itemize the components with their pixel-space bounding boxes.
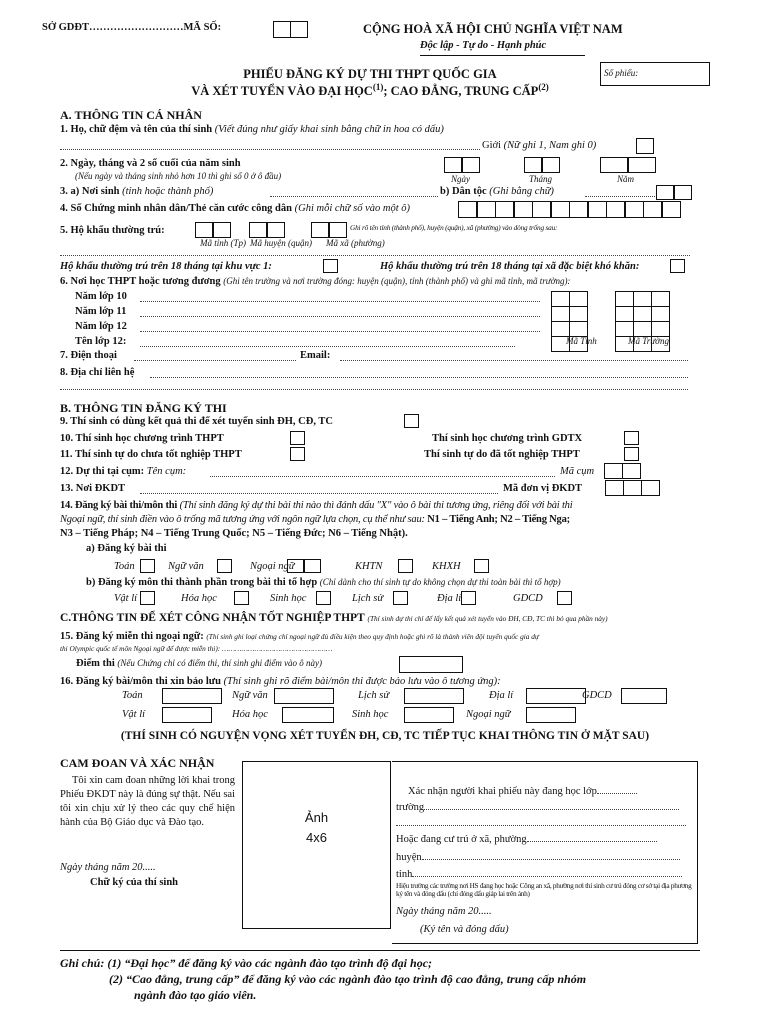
q13r-label: Mã đơn vị ĐKDT	[503, 483, 583, 494]
ethnicity-field[interactable]	[585, 188, 655, 197]
form-title-1: PHIẾU ĐĂNG KÝ DỰ THI THPT QUỐC GIA	[243, 67, 497, 81]
reserve-score-box[interactable]	[282, 707, 334, 723]
q10-box[interactable]	[290, 431, 305, 445]
kv1-label: Hộ khẩu thường trú trên 18 tháng tại khu vực 1:	[60, 261, 272, 272]
confirm-line2: trường	[396, 802, 679, 815]
exam-box[interactable]	[140, 559, 155, 573]
class12-label: Tên lớp 12:	[75, 336, 127, 347]
day-box-1[interactable]	[444, 157, 462, 173]
kv1-box[interactable]	[323, 259, 338, 273]
class12-field[interactable]	[140, 338, 515, 347]
photo-label: Ảnh	[304, 810, 329, 825]
id-digit-box[interactable]	[514, 201, 533, 218]
q10r-label: Thí sinh học chương trình GDTX	[432, 433, 583, 444]
commit-heading: CAM ĐOAN VÀ XÁC NHẬN	[60, 756, 215, 770]
q11r-box[interactable]	[624, 447, 639, 461]
year-box-2[interactable]	[628, 157, 656, 173]
confirm-date: Ngày tháng năm 20.....	[396, 906, 492, 917]
grade11-field[interactable]	[140, 308, 540, 317]
notes: Ghi chú: (1) “Đại học” để đăng ký vào các ngành đào tạo trình độ đại học;	[60, 956, 433, 970]
dbkk-box[interactable]	[670, 259, 685, 273]
grade12-field[interactable]	[140, 323, 540, 332]
reserve-label: Toán	[122, 690, 143, 701]
id-digit-box[interactable]	[477, 201, 496, 218]
province-code-box[interactable]	[569, 306, 588, 322]
school-code-box[interactable]	[651, 291, 670, 307]
q12r-label: Mã cụm	[560, 466, 595, 477]
school-code-box[interactable]	[633, 306, 652, 322]
nation-title: CỘNG HOÀ XÃ HỘI CHỦ NGHĨA VIỆT NAM	[363, 22, 623, 36]
confirm-line5: tỉnh	[396, 869, 682, 882]
confirm-dotline[interactable]	[396, 818, 686, 826]
school-code-box[interactable]	[615, 321, 634, 337]
address-field[interactable]	[150, 369, 688, 378]
exam-label: KHTN	[355, 561, 383, 572]
score-label: Điểm thi (Nếu Chứng chỉ có điểm thi, thí sinh ghi điểm vào ô này)	[76, 658, 323, 669]
reserve-label: Sinh học	[352, 709, 389, 720]
q8-label: 8. Địa chỉ liên hệ	[60, 367, 135, 378]
address-dotline[interactable]	[60, 250, 690, 256]
ethnicity-box-1[interactable]	[656, 185, 674, 200]
reserve-label: Ngữ văn	[232, 690, 268, 701]
q16-label: 16. Đăng ký bài/môn thi xin bảo lưu (Thí sinh ghi rõ điểm bài/môn thi được bảo lưu vào ô tương ứng):	[60, 676, 501, 687]
day-label: Ngày	[451, 174, 470, 184]
cluster-box-2[interactable]	[622, 463, 641, 479]
id-digit-box[interactable]	[606, 201, 625, 218]
province-code-box[interactable]	[551, 306, 570, 322]
reserve-label: Vật lí	[122, 709, 146, 720]
confirm-line3: Hoặc đang cư trú ở xã, phường	[396, 834, 657, 847]
reserve-label: GDCD	[582, 690, 612, 701]
confirm-sign: (Ký tên và đóng dấu)	[420, 924, 509, 935]
school-code-box[interactable]	[651, 321, 670, 337]
address-field-2[interactable]	[60, 382, 688, 390]
reserve-score-box[interactable]	[404, 688, 464, 704]
reserve-score-box[interactable]	[162, 688, 222, 704]
month-box-2[interactable]	[542, 157, 560, 173]
cluster-box-1[interactable]	[604, 463, 623, 479]
subject-label: Vật lí	[114, 593, 138, 604]
q11-label: 11. Thí sinh tự do chưa tốt nghiệp THPT	[60, 449, 242, 460]
confirm-note: Hiệu trưởng các trường nơi HS đang học hoặc Công an xã, phường nơi thí sinh cư trú đóng cơ sở tại địa phương ký tên và đóng dấu (chỉ đóng dấu giáp lai trên ảnh)	[396, 881, 692, 898]
id-digit-box[interactable]	[551, 201, 570, 218]
exam-box[interactable]	[398, 559, 413, 573]
province-box-2[interactable]	[213, 222, 231, 238]
reserve-label: Ngoại ngữ	[466, 709, 511, 720]
subject-label: Địa lí	[437, 593, 462, 604]
reserve-label: Lịch sử	[358, 690, 390, 701]
gender-box[interactable]	[636, 138, 654, 154]
code-box-2[interactable]	[290, 21, 308, 38]
q11-box[interactable]	[290, 447, 305, 461]
year-box-1[interactable]	[600, 157, 628, 173]
id-digit-box[interactable]	[643, 201, 662, 218]
q3b-label: b) Dân tộc (Ghi bằng chữ)	[440, 186, 554, 197]
subject-box[interactable]	[234, 591, 249, 605]
section-b-heading: B. THÔNG TIN ĐĂNG KÝ THI	[60, 401, 227, 415]
grade12-label: Năm lớp 12	[75, 321, 127, 332]
q15-line1: 15. Đăng ký miễn thi ngoại ngữ: (Thí sinh ghi loại chứng chỉ ngoại ngữ đủ điều kiện theo quy định hoặc ghi rõ là thành viên đội tuyển quốc gia dự	[60, 631, 539, 642]
subject-box[interactable]	[461, 591, 476, 605]
subject-label: Hóa học	[181, 593, 217, 604]
exam-label: Ngoại ngữ	[250, 561, 295, 572]
photo-size: 4x6	[306, 830, 327, 845]
reserve-score-box[interactable]	[621, 688, 667, 704]
email-field[interactable]	[340, 352, 688, 361]
phone-field[interactable]	[134, 352, 296, 361]
province-code-box[interactable]	[569, 321, 588, 337]
grade10-label: Năm lớp 10	[75, 291, 127, 302]
ward-box-2[interactable]	[329, 222, 347, 238]
subject-label: Sinh học	[270, 593, 307, 604]
section-a-heading: A. THÔNG TIN CÁ NHÂN	[60, 108, 202, 122]
district-box-1[interactable]	[249, 222, 267, 238]
note-2b: ngành đào tạo giáo viên.	[134, 988, 257, 1002]
q2-hint: (Nếu ngày và tháng sinh nhỏ hơn 10 thì ghi số 0 ở ô đầu)	[75, 171, 282, 181]
q10-label: 10. Thí sinh học chương trình THPT	[60, 433, 224, 444]
q4-label: 4. Số Chứng minh nhân dân/Thẻ căn cước công dân (Ghi mỗi chữ số vào một ô)	[60, 203, 410, 214]
reserve-score-box[interactable]	[404, 707, 454, 723]
school-code-box[interactable]	[615, 291, 634, 307]
ma-truong-label: Mã Trường	[628, 336, 669, 346]
reserve-label: Địa lí	[489, 690, 514, 701]
province-box-1[interactable]	[195, 222, 213, 238]
id-digit-box[interactable]	[569, 201, 588, 218]
year-label: Năm	[617, 174, 635, 184]
ma-tinh-label: Mã Tỉnh	[566, 336, 597, 346]
dept-label: SỞ GDĐT………………………MÃ SỐ:	[42, 22, 222, 33]
id-digit-box[interactable]	[458, 201, 477, 218]
ethnicity-box-2[interactable]	[674, 185, 692, 200]
subject-box[interactable]	[316, 591, 331, 605]
photo-box[interactable]	[242, 761, 391, 929]
school-code-box[interactable]	[633, 291, 652, 307]
subject-box[interactable]	[393, 591, 408, 605]
province-code-box[interactable]	[569, 291, 588, 307]
q12-label: 12. Dự thi tại cụm: Tên cụm:	[60, 466, 187, 477]
q14-line3: N3 – Tiếng Pháp; N4 – Tiếng Trung Quốc; N5 – Tiếng Đức; N6 – Tiếng Nhật).	[60, 528, 408, 539]
q14b-label: b) Đăng ký môn thi thành phần trong bài thi tổ hợp (Chỉ dành cho thí sinh tự do không chọn dự thi toàn bài thi tổ hợp)	[86, 577, 561, 588]
confirm-line1: Xác nhận người khai phiếu này đang học lớp	[408, 786, 637, 799]
day-box-2[interactable]	[462, 157, 480, 173]
id-digit-box[interactable]	[495, 201, 514, 218]
subject-box[interactable]	[140, 591, 155, 605]
q13-label: 13. Nơi ĐKDT	[60, 483, 126, 494]
id-digit-box[interactable]	[662, 201, 681, 218]
id-digit-box[interactable]	[625, 201, 644, 218]
confirm-line4: huyện	[396, 852, 680, 865]
commit-date: Ngày tháng năm 20.....	[60, 862, 156, 873]
birthplace-field[interactable]	[270, 188, 438, 197]
q14-line1: 14. Đăng ký bài thi/môn thi (Thí sinh đăng ký dự thi bài thi nào thì đánh dấu "X" vào ô bài thi tương ứng, riêng đối với bài thi	[60, 500, 573, 511]
q7-label: 7. Điện thoại	[60, 350, 117, 361]
province-code-label: Mã tỉnh (Tp)	[200, 238, 246, 248]
unit-box-2[interactable]	[623, 480, 642, 496]
so-phieu-box[interactable]: Số phiếu:	[600, 62, 710, 86]
month-box-1[interactable]	[524, 157, 542, 173]
note-2: (2) “Cao đẳng, trung cấp” để đăng ký vào các ngành đào tạo trình độ cao đẳng, trung cấp nhóm	[109, 972, 587, 986]
exam-label: KHXH	[432, 561, 461, 572]
dbkk-label: Hộ khẩu thường trú trên 18 tháng tại xã đặc biệt khó khăn:	[380, 261, 640, 272]
reserve-score-box[interactable]	[526, 707, 576, 723]
reserve-score-box[interactable]	[526, 688, 586, 704]
language-code-box[interactable]	[304, 559, 321, 573]
reserve-score-box[interactable]	[162, 707, 212, 723]
motto: Độc lập - Tự do - Hạnh phúc	[420, 40, 547, 51]
score-box[interactable]	[399, 656, 463, 673]
ward-code-label: Mã xã (phường)	[326, 238, 385, 248]
q3a-label: 3. a) Nơi sinh (tỉnh hoặc thành phố)	[60, 186, 214, 197]
exam-box[interactable]	[217, 559, 232, 573]
exam-box[interactable]	[474, 559, 489, 573]
subject-label: Lịch sử	[352, 593, 384, 604]
q9-box[interactable]	[404, 414, 419, 428]
exam-label: Toán	[114, 561, 135, 572]
reserve-score-box[interactable]	[274, 688, 334, 704]
gender-label: Giới (Nữ ghi 1, Nam ghi 0)	[482, 140, 597, 151]
backside-note: (THÍ SINH CÓ NGUYỆN VỌNG XÉT TUYỂN ĐH, CĐ, TC TIẾP TỤC KHAI THÔNG TIN Ở MẶT SAU)	[120, 730, 650, 742]
q1-label: 1. Họ, chữ đệm và tên của thí sinh (Viết đúng như giấy khai sinh bằng chữ in hoa có dấu)	[60, 124, 444, 135]
q14a-label: a) Đăng ký bài thi	[86, 543, 167, 554]
exam-box[interactable]	[287, 559, 304, 573]
q9-label: 9. Thí sinh có dùng kết quả thi để xét tuyển sinh ĐH, CĐ, TC	[60, 416, 333, 427]
q10r-box[interactable]	[624, 431, 639, 445]
code-box-1[interactable]	[273, 21, 291, 38]
form-title-2: VÀ XÉT TUYỂN VÀO ĐẠI HỌC$^{(1)}$; CAO ĐẲNG, TRUNG CẤP$^{(2)}$	[191, 82, 549, 99]
q5-label: 5. Hộ khẩu thường trú:	[60, 225, 165, 236]
subject-box[interactable]	[557, 591, 572, 605]
province-code-box[interactable]	[551, 321, 570, 337]
province-code-box[interactable]	[551, 291, 570, 307]
id-digit-box[interactable]	[588, 201, 607, 218]
section-c-heading: C.THÔNG TIN ĐỂ XÉT CÔNG NHẬN TỐT NGHIỆP THPT (Thí sinh dự thi chỉ để lấy kết quả xét tuyển vào ĐH, CĐ, TC thì bỏ qua phần này)	[60, 612, 608, 624]
q2-label: 2. Ngày, tháng và 2 số cuối của năm sinh	[60, 158, 241, 169]
q14-line2: Ngoại ngữ, thí sinh điền vào ô trống mã tương ứng với ngôn ngữ lựa chọn, cụ thể như sau: N1 – Tiếng Anh; N2 – Tiếng Nga;	[60, 514, 570, 525]
id-digit-box[interactable]	[532, 201, 551, 218]
school-code-box[interactable]	[651, 306, 670, 322]
district-code-label: Mã huyện (quận)	[250, 238, 312, 248]
cluster-field[interactable]	[210, 468, 555, 477]
q11r-label: Thí sinh tự do đã tốt nghiệp THPT	[424, 449, 580, 460]
exam-label: Ngữ văn	[168, 561, 204, 572]
q6-label: 6. Nơi học THPT hoặc tương đương (Ghi tên trường và nơi trường đóng: huyện (quận), tỉnh (thành phố) và ghi mã tỉnh, mã trường):	[60, 276, 571, 287]
q15-line2: thi Olympic quốc tế môn Ngoại ngữ để được miễn thi): ……………………………………………	[60, 644, 333, 653]
subject-label: GDCD	[513, 593, 543, 604]
school-code-box[interactable]	[615, 306, 634, 322]
name-field[interactable]	[60, 140, 480, 150]
unit-box-1[interactable]	[605, 480, 624, 496]
ward-box-1[interactable]	[311, 222, 329, 238]
commit-sign: Chữ ký của thí sinh	[90, 877, 178, 888]
unit-box-3[interactable]	[641, 480, 660, 496]
email-label: Email:	[300, 350, 331, 361]
q5-note: Ghi rõ tên tỉnh (thành phố), huyện (quận), xã (phường) vào dòng trống sau:	[350, 223, 558, 232]
reserve-label: Hóa học	[232, 709, 268, 720]
grade10-field[interactable]	[140, 293, 540, 302]
school-code-box[interactable]	[633, 321, 652, 337]
district-box-2[interactable]	[267, 222, 285, 238]
dkdt-field[interactable]	[140, 485, 498, 494]
grade11-label: Năm lớp 11	[75, 306, 127, 317]
month-label: Tháng	[529, 174, 553, 184]
commit-text: Tôi xin cam đoan những lời khai trong Phiếu ĐKDT này là đúng sự thật. Nếu sai tôi xin chịu xử lý theo các quy chế hiện hành của Bộ Giáo dục và Đào tạo.	[60, 775, 235, 828]
